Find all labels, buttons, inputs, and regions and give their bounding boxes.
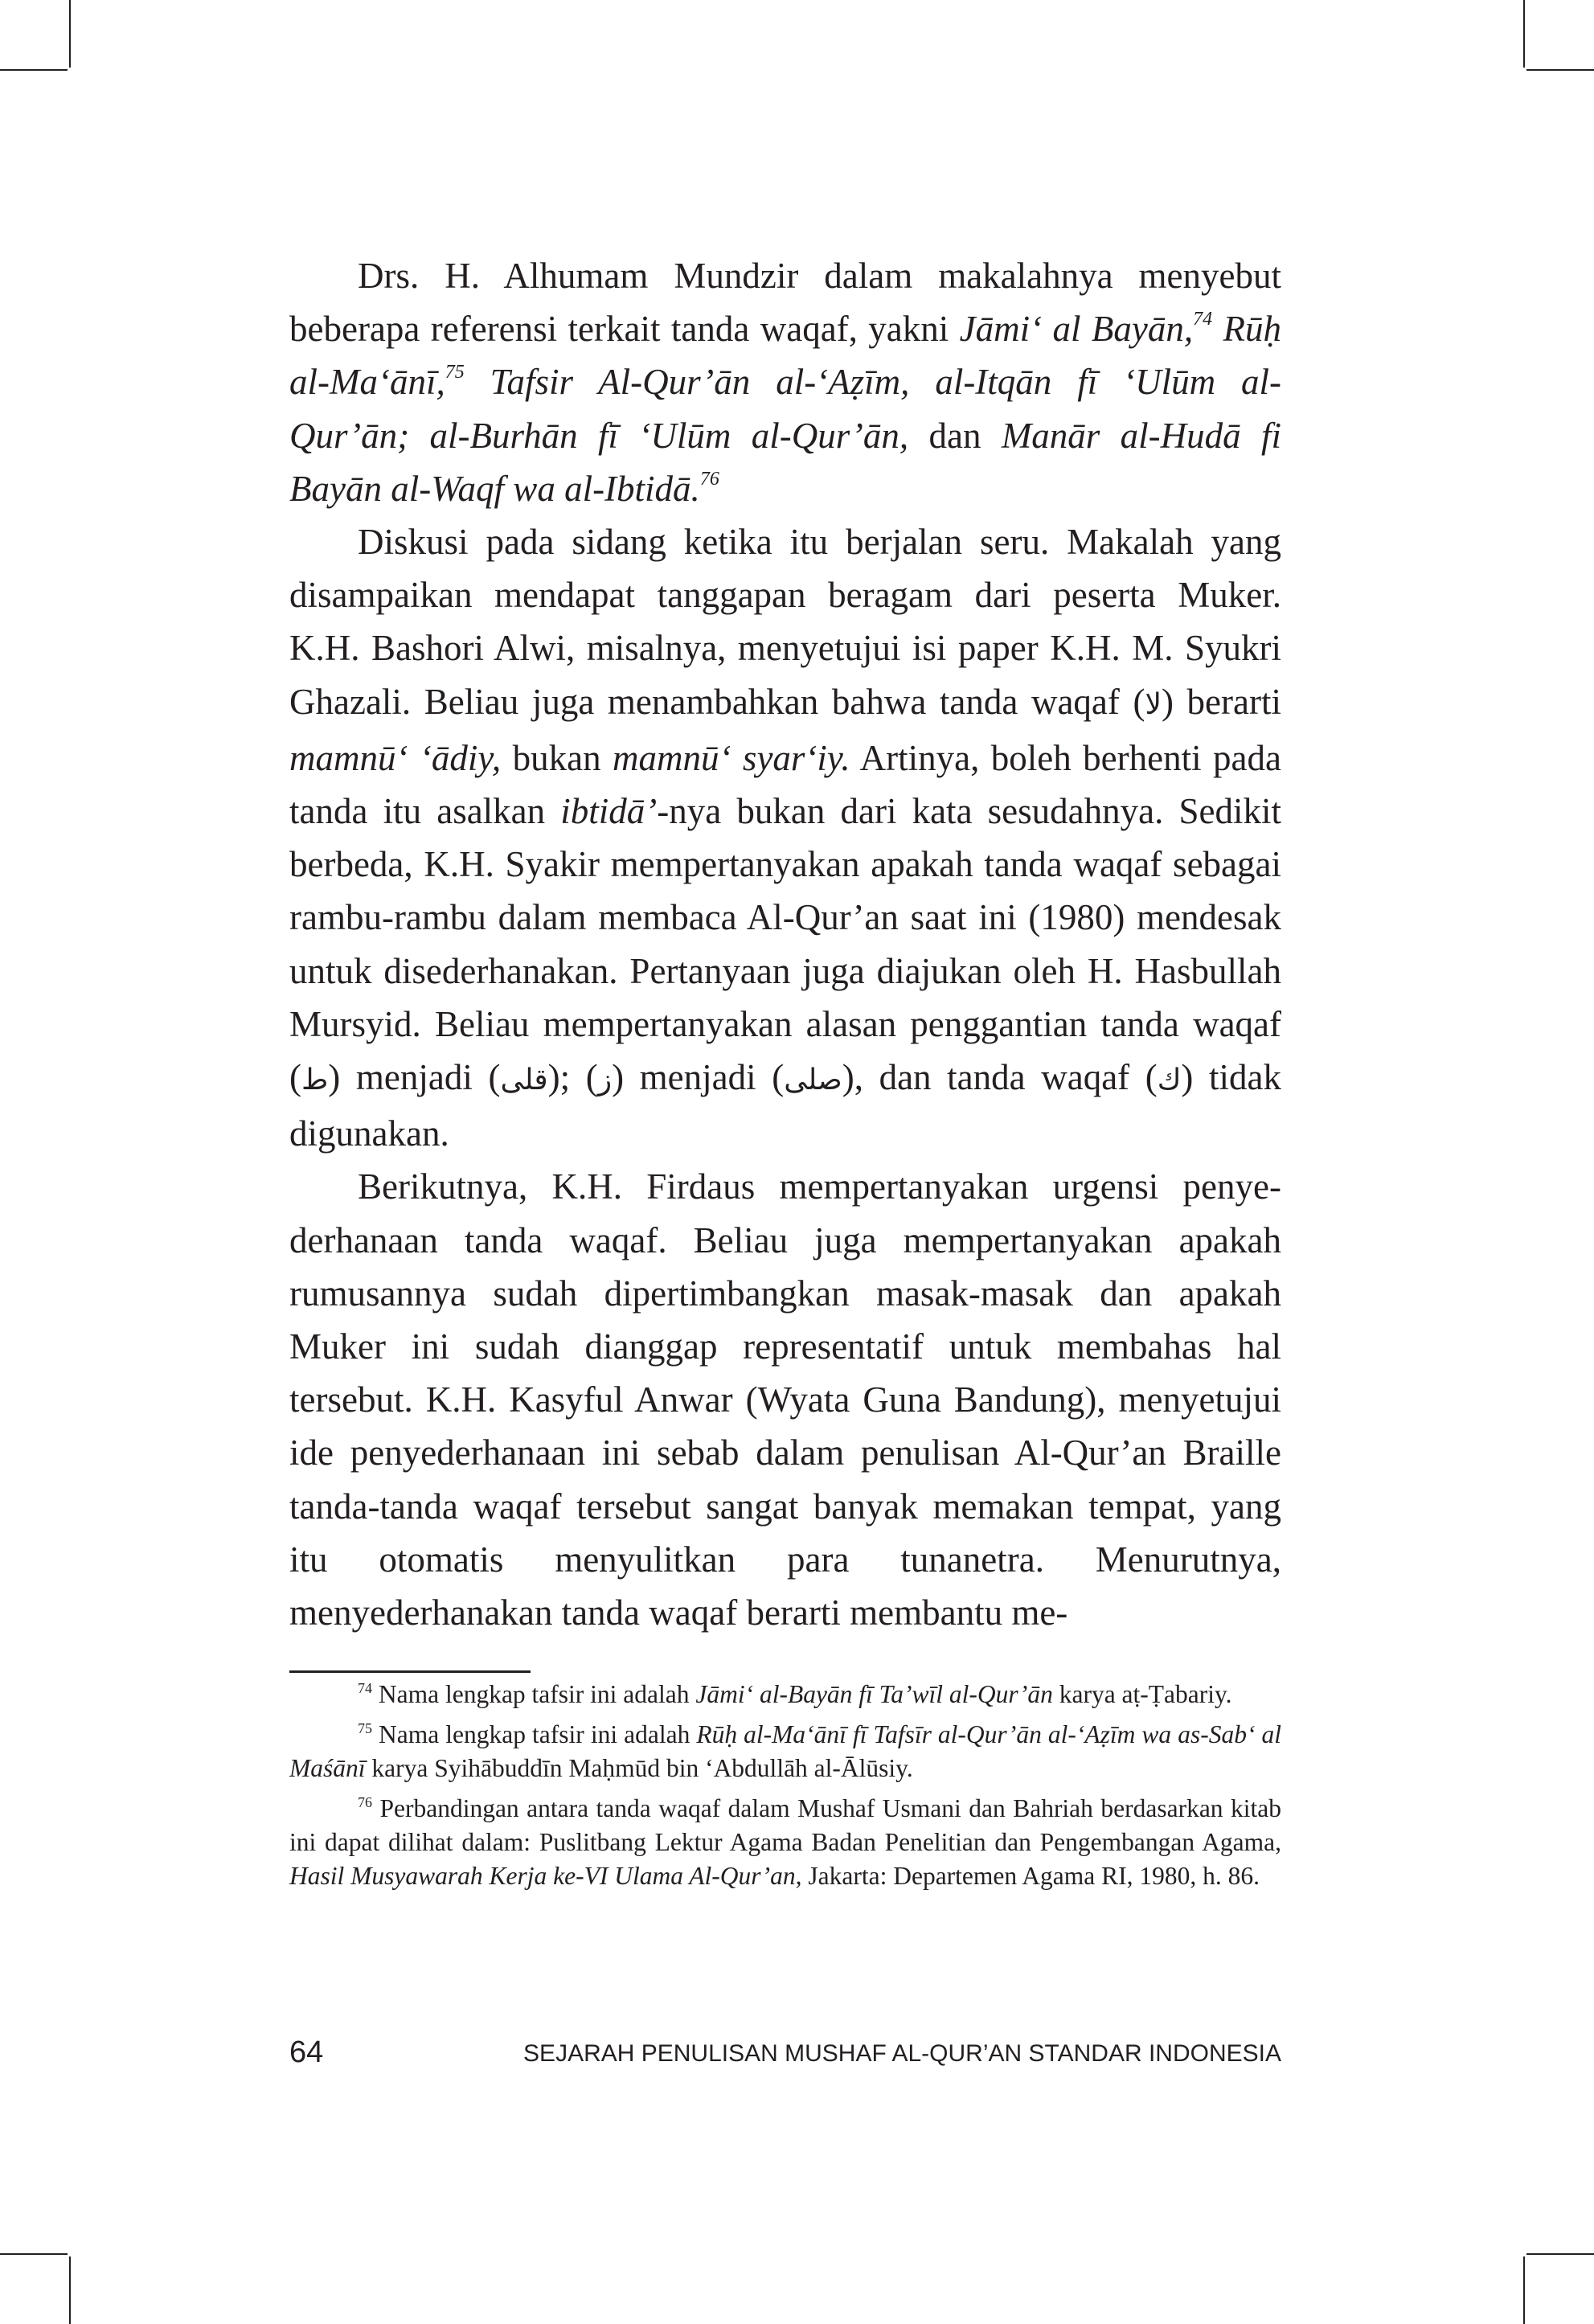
paragraph: Diskusi pada sidang ketika itu berjalan seru. Makalah yang disampaikan mendapat tanggapan beragam dari peserta Muker. K.H. Bashori Alwi, misalnya, menyetujui isi paper K.H. M. Syukri Ghazali. Beliau juga menambahkan bahwa tanda waqaf (لا) berarti mamnū‘ ‘ādiy, bukan mamnū‘ syar‘iy. Artinya, boleh berhenti pada tanda itu asalkan ibtidā’-nya bukan dari kata sesudahnya. Sedikit berbeda, K.H. Syakir mempertanyakan apakah tanda waqaf sebagai rambu-rambu dalam membaca Al-Qur’an saat ini (1980) mendesak untuk disederhanakan. Pertanyaan juga diajukan oleh H. Hasbullah Mursyid. Beliau mempertanyakan alasan penggantian tanda waqaf (ط) menjadi (قلى); (ز) menjadi (صلى), dan tanda waqaf (ك) tidak digunakan. (289, 522, 1282, 1154)
page-footer (289, 2035, 1281, 2076)
italic-text: mamnū‘ ‘ādiy, (289, 737, 502, 778)
crop-mark (1523, 2256, 1525, 2324)
footnote-ref: 75 (445, 362, 465, 383)
italic-text: Jāmi‘ al-Bayān fī Ta’wīl al-Qur’ān (695, 1680, 1053, 1708)
italic-text: Jāmi‘ al Bayān, (959, 309, 1194, 350)
running-title: SEJARAH PENULISAN MUSHAF AL-QUR’AN STANDAR INDONESIA (523, 2040, 1281, 2067)
crop-mark (1526, 69, 1594, 71)
footnote-ref: 76 (699, 468, 719, 490)
crop-mark (69, 2256, 71, 2324)
italic-text: Tafsir Al-Qur’ān al-‘Aẓīm, al-Itqān fī ‘Ulūm al-Qur’ān; al-Burhān fī ‘Ulūm al-Qur’ān, (289, 362, 1281, 456)
arabic-waqf-sign: ط (301, 1064, 329, 1097)
crop-mark (1526, 2253, 1594, 2255)
paragraph: Berikutnya, K.H. Firdaus mempertanyakan urgensi penyederhanaan tanda waqaf. Beliau juga mempertanyakan apakah rumusannya sudah dipertimbangkan masak-masak dan apakah Muker ini sudah dianggap representatif untuk membahas hal tersebut. K.H. Kasyful Anwar (Wyata Guna Bandung), menyetujui ide penyederhanaan ini sebab dalam penulisan Al-Qur’an Braille tanda-tanda waqaf tersebut sangat banyak memakan tempat, yang itu otomatis menyulitkan para tunanetra. Menurutnya, menyederhanakan tanda waqaf berarti membantu me- (289, 1166, 1281, 1633)
crop-mark (0, 69, 68, 71)
footnote-ref: 74 (1193, 309, 1213, 330)
arabic-waqf-sign: ز (597, 1064, 613, 1097)
arabic-waqf-sign: لا (1145, 687, 1162, 721)
italic-text: mamnū‘ syar‘iy. (613, 737, 850, 778)
footnote: $^{75}$ Nama lengkap tafsir ini adalah Rūḥ al-Ma‘ānī fī Tafsīr al-Qur’ān al-‘Aẓīm wa as-Sab‘ al Maśānī karya Syihābuddīn Maḥmūd bin ‘Abdullāh al-Ālūsiy. (289, 1720, 1281, 1782)
footnote-separator (289, 1670, 531, 1673)
footnote-number: 76 (358, 1794, 372, 1810)
italic-text: Rūḥ al-Ma‘ānī fī Tafsīr al-Qur’ān al-‘Aẓīm wa as-Sab‘ al Maśānī (289, 1720, 1281, 1782)
italic-text: Rūḥ al-Ma‘ānī, (289, 309, 1281, 403)
footnote-number: 75 (358, 1720, 372, 1736)
body-text (289, 249, 1281, 1639)
arabic-waqf-sign: صلى (784, 1064, 842, 1097)
crop-mark (69, 0, 71, 68)
crop-mark (0, 2253, 68, 2255)
page-number: 64 (289, 2035, 324, 2069)
footnote: $^{74}$ Nama lengkap tafsir ini adalah Jāmi‘ al-Bayān fī Ta’wīl al-Qur’ān karya aṭ-Ṭabariy. (358, 1680, 1232, 1708)
arabic-waqf-sign: قلى (500, 1064, 548, 1097)
arabic-waqf-sign: ك (1157, 1064, 1182, 1097)
italic-text: ibtidā’ (560, 791, 658, 832)
italic-text: Manār al-Hudā fi Bayān al-Waqf wa al-Ibtidā. (289, 415, 1281, 509)
paragraph: Drs. H. Alhumam Mundzir dalam makalahnya menyebut beberapa referensi terkait tanda waqaf, yakni Jāmi‘ al Bayān,$^{74}$ Rūḥ al-Ma‘ānī,$^{75}$ Tafsir Al-Qur’ān al-‘Aẓīm, al-Itqān fī ‘Ulūm al-Qur’ān; al-Burhān fī ‘Ulūm al-Qur’ān, dan Manār al-Hudā fi Bayān al-Waqf wa al-Ibtidā.$^{76}$ (289, 256, 1281, 509)
crop-mark (1523, 0, 1525, 68)
footnote-number: 74 (358, 1680, 372, 1696)
italic-text: Hasil Musyawarah Kerja ke-VI Ulama Al-Qur’an, (289, 1862, 802, 1890)
footnote: $^{76}$ Perbandingan antara tanda waqaf dalam Mushaf Usmani dan Bahriah berdasarkan kitab ini dapat dilihat dalam: Puslitbang Lektur Agama Badan Penelitian dan Pengembangan Agama, Hasil Musyawarah Kerja ke-VI Ulama Al-Qur’an, Jakarta: Departemen Agama RI, 1980, h. 86. (289, 1794, 1281, 1890)
footnotes (289, 1678, 1281, 1900)
